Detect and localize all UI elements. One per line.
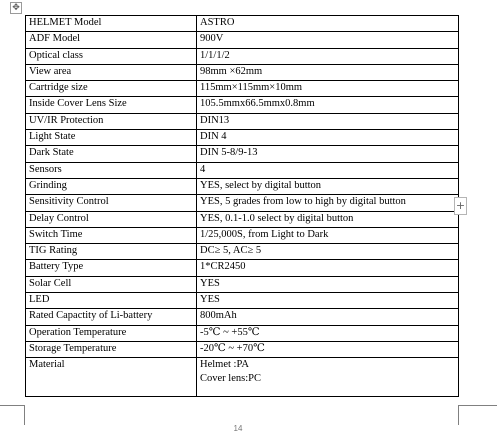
spec-value-cell[interactable]: DIN13 (197, 113, 459, 129)
table-row (26, 97, 459, 113)
table-row (26, 81, 459, 97)
spec-value-cell[interactable]: YES (197, 293, 459, 309)
spec-value-cell[interactable]: 900V (197, 32, 459, 48)
spec-label-cell[interactable]: Battery Type (26, 260, 197, 276)
spec-label-cell[interactable]: Storage Temperature (26, 341, 197, 357)
spec-value-cell[interactable]: YES, 0.1-1.0 select by digital button (197, 211, 459, 227)
crop-mark-right-vertical (458, 405, 459, 425)
spec-label-cell[interactable]: Material (26, 358, 197, 397)
spec-label-cell[interactable]: Sensors (26, 162, 197, 178)
spec-value-cell[interactable]: 1/25,000S, from Light to Dark (197, 227, 459, 243)
table-row (26, 178, 459, 194)
table-row (26, 341, 459, 357)
spec-table-body (26, 16, 459, 397)
table-row (26, 48, 459, 64)
spec-value-cell[interactable]: 98mm ×62mm (197, 64, 459, 80)
table-row (26, 211, 459, 227)
spec-label-cell[interactable]: Sensitivity Control (26, 195, 197, 211)
table-row (26, 244, 459, 260)
spec-value-cell[interactable]: 4 (197, 162, 459, 178)
spec-label-cell[interactable]: Solar Cell (26, 276, 197, 292)
table-row (26, 293, 459, 309)
spec-label-cell[interactable]: Light State (26, 130, 197, 146)
crop-mark-right-horizontal (458, 405, 497, 406)
spec-value-cell[interactable]: -20℃ ~ +70℃ (197, 341, 459, 357)
page-number: 14 (233, 424, 243, 433)
spec-value-cell[interactable]: 1/1/1/2 (197, 48, 459, 64)
spec-value-cell[interactable]: DIN 4 (197, 130, 459, 146)
spec-table (25, 15, 459, 397)
spec-label-cell[interactable]: Switch Time (26, 227, 197, 243)
table-row (26, 146, 459, 162)
table-row (26, 309, 459, 325)
spec-value-cell[interactable]: ASTRO (197, 16, 459, 32)
spec-label-cell[interactable]: UV/IR Protection (26, 113, 197, 129)
spec-label-cell[interactable]: View area (26, 64, 197, 80)
spec-label-cell[interactable]: TIG Rating (26, 244, 197, 260)
spec-label-cell[interactable]: Optical class (26, 48, 197, 64)
spec-label-cell[interactable]: ADF Model (26, 32, 197, 48)
table-row (26, 16, 459, 32)
table-row (26, 64, 459, 80)
spec-label-cell[interactable]: Inside Cover Lens Size (26, 97, 197, 113)
spec-value-cell[interactable]: YES, 5 grades from low to high by digital button (197, 195, 459, 211)
crop-mark-left-vertical (24, 405, 25, 425)
insert-row-button[interactable]: + (454, 197, 467, 215)
spec-value-cell[interactable]: YES, select by digital button (197, 178, 459, 194)
table-row (26, 325, 459, 341)
table-move-handle-icon[interactable]: ✥ (10, 2, 22, 14)
table-row (26, 260, 459, 276)
material-line: Helmet :PA (200, 359, 249, 371)
spec-label-cell[interactable]: Grinding (26, 178, 197, 194)
spec-value-cell[interactable]: DIN 5-8/9-13 (197, 146, 459, 162)
spec-value-cell[interactable]: 105.5mmx66.5mmx0.8mm (197, 97, 459, 113)
material-line: Cover lens:PC (200, 373, 261, 385)
table-row (26, 195, 459, 211)
spec-value-cell[interactable] (197, 358, 459, 397)
spec-label-cell[interactable]: Dark State (26, 146, 197, 162)
spec-label-cell[interactable]: LED (26, 293, 197, 309)
table-row (26, 32, 459, 48)
table-row (26, 276, 459, 292)
crop-mark-left-horizontal (0, 405, 25, 406)
spec-value-cell[interactable]: 115mm×115mm×10mm (197, 81, 459, 97)
spec-value-cell[interactable]: 1*CR2450 (197, 260, 459, 276)
spec-value-cell[interactable]: YES (197, 276, 459, 292)
table-row (26, 162, 459, 178)
table-row (26, 113, 459, 129)
spec-label-cell[interactable]: Rated Capactity of Li-battery (26, 309, 197, 325)
table-row (26, 358, 459, 397)
spec-label-cell[interactable]: Cartridge size (26, 81, 197, 97)
spec-value-cell[interactable]: 800mAh (197, 309, 459, 325)
spec-label-cell[interactable]: Delay Control (26, 211, 197, 227)
table-row (26, 227, 459, 243)
spec-value-cell[interactable]: -5℃ ~ +55℃ (197, 325, 459, 341)
table-row (26, 130, 459, 146)
spec-label-cell[interactable]: Operation Temperature (26, 325, 197, 341)
spec-label-cell[interactable]: HELMET Model (26, 16, 197, 32)
spec-value-cell[interactable]: DC≥ 5, AC≥ 5 (197, 244, 459, 260)
